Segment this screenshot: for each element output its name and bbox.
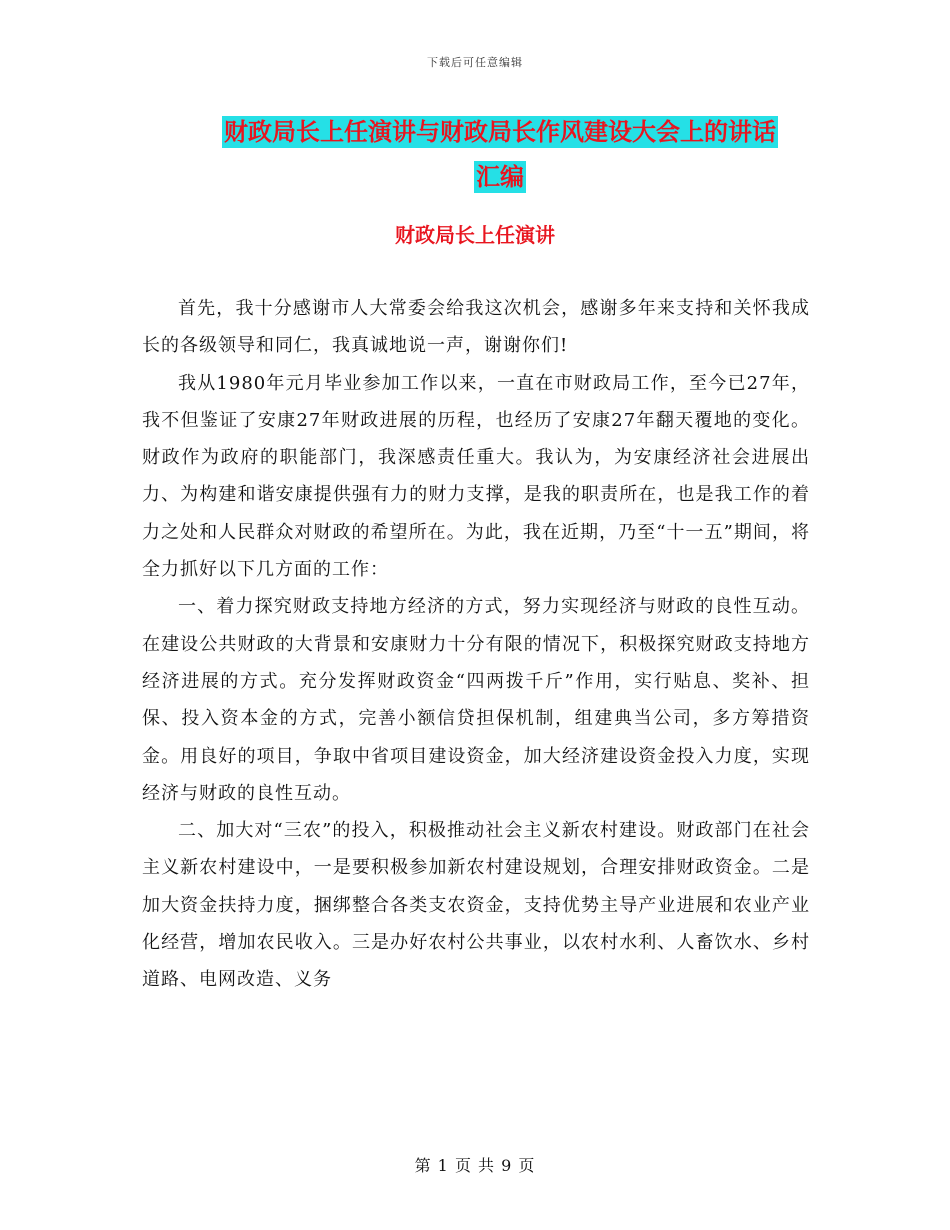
- header-note: 下载后可任意编辑: [427, 56, 523, 69]
- document-title: [190, 110, 810, 200]
- section-heading: 财政局长上任演讲: [395, 223, 555, 247]
- paragraph: 我从1980年元月毕业参加工作以来，一直在市财政局工作，至今已27年，我不但鉴证了安康27年财政进展的历程，也经历了安康27年翻天覆地的变化。财政作为政府的职能部门，我深感责任重大。我认为，为安康经济社会进展出力、为构建和谐安康提供强有力的财力支撑，是我的职责所在，也是我工作的着力之处和人民群众对财政的希望所在。为此，我在近期，乃至“十一五”期间，将全力抓好以下几方面的工作：: [142, 372, 810, 581]
- paragraph: 二、加大对“三农”的投入，积极推动社会主义新农村建设。财政部门在社会主义新农村建设中，一是要积极参加新农村建设规划，合理安排财政资金。二是加大资金扶持力度，捆绑整合各类支农资金，支持优势主导产业进展和农业产业化经营，增加农民收入。三是办好农村公共事业，以农村水利、人畜饮水、乡村道路、电网改造、义务: [142, 820, 810, 991]
- body-text: [142, 290, 810, 999]
- document-title-line2: 汇编: [476, 163, 524, 191]
- document-title-line1: 财政局长上任演讲与财政局长作风建设大会上的讲话: [224, 118, 776, 146]
- paragraph: 一、着力探究财政支持地方经济的方式，努力实现经济与财政的良性互动。在建设公共财政的大背景和安康财力十分有限的情况下，积极探究财政支持地方经济进展的方式。充分发挥财政资金“四两拨千斤”作用，实行贴息、奖补、担保、投入资本金的方式，完善小额信贷担保机制，组建典当公司，多方筹措资金。用良好的项目，争取中省项目建设资金，加大经济建设资金投入力度，实现经济与财政的良性互动。: [142, 596, 810, 804]
- paragraph: 首先，我十分感谢市人大常委会给我这次机会，感谢多年来支持和关怀我成长的各级领导和同仁，我真诚地说一声，谢谢你们!: [142, 298, 810, 357]
- page-footer: 第 1 页 共 9 页: [414, 1156, 536, 1175]
